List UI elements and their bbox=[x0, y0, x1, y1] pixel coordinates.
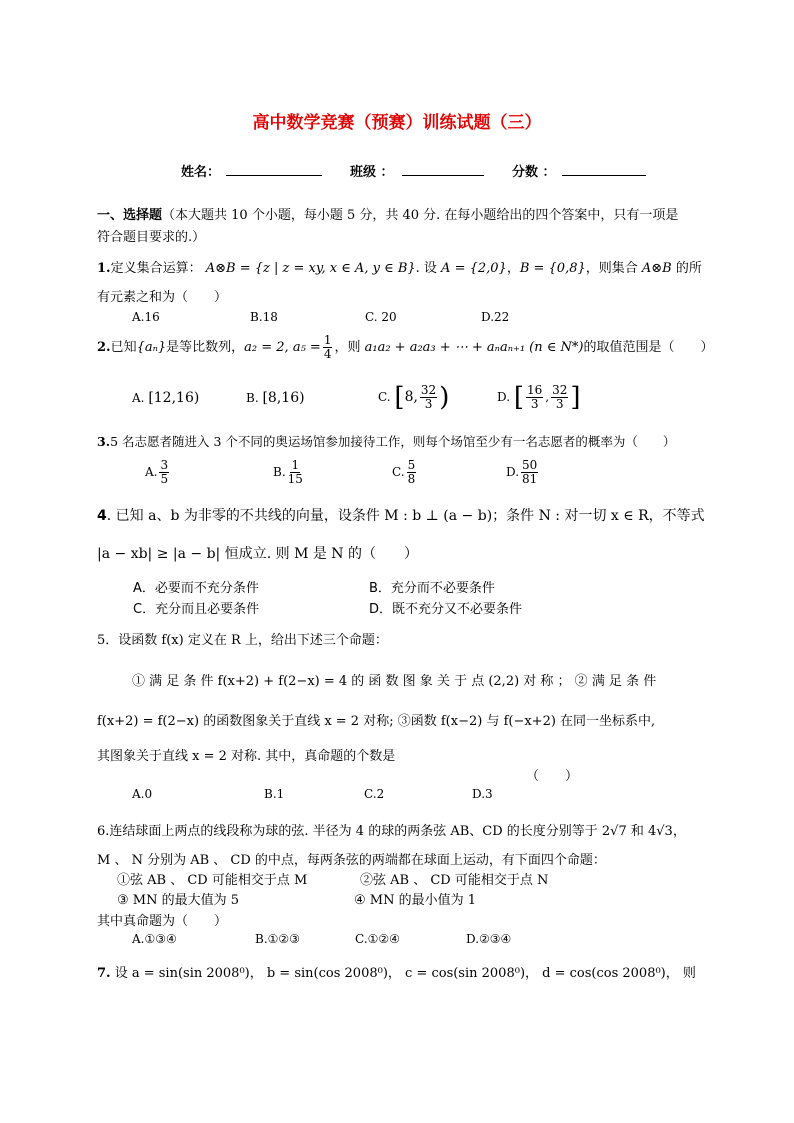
q1-option-d[interactable]: D.22 bbox=[481, 310, 510, 324]
q1-text: ， bbox=[506, 261, 520, 276]
q1-option-a[interactable]: A.16 bbox=[132, 310, 160, 324]
q1-text: . 设 bbox=[415, 261, 442, 276]
paren-right-icon: ) bbox=[439, 382, 450, 413]
q6-line5: 其中真命题为（ ） bbox=[97, 914, 228, 929]
q2-frac-num: 1 bbox=[323, 333, 332, 347]
q4-option-c[interactable]: C．充分而且必要条件 bbox=[133, 602, 260, 617]
q2-frac-den: 4 bbox=[323, 347, 332, 361]
q5-option-c[interactable]: C.2 bbox=[364, 787, 385, 801]
q5-line3: f(x+2) = f(2−x) 的函数图象关于直线 x = 2 对称; ③函数 f(x−2) 与 f(−x+2) 在同一坐标系中, bbox=[97, 714, 656, 729]
q3-line1 bbox=[97, 432, 675, 450]
q4-option-d[interactable]: D．既不充分又不必要条件 bbox=[369, 602, 523, 617]
q2-c-den: 3 bbox=[424, 397, 433, 411]
q1-number: 1. bbox=[97, 261, 111, 276]
q7-text: 设 a = sin(sin 2008⁰)， b = sin(cos 2008⁰)， c = cos(sin 2008⁰)， d = cos(cos 2008⁰)， 则 bbox=[110, 966, 696, 981]
q2-c-label: C. bbox=[378, 390, 391, 404]
q3-d-frac bbox=[521, 459, 538, 486]
q2-b-value: [8,16) bbox=[262, 390, 305, 406]
q5-option-b[interactable]: B.1 bbox=[264, 787, 285, 801]
q3-b-den: 15 bbox=[287, 472, 303, 486]
q4-option-b[interactable]: B．充分而不必要条件 bbox=[369, 581, 495, 596]
q3-number: 3. bbox=[97, 434, 111, 449]
q3-c-num: 5 bbox=[407, 458, 416, 472]
q1-set-b: B = {0,8} bbox=[519, 261, 586, 276]
q2-d-frac1 bbox=[526, 384, 543, 411]
q2-c-left: 8, bbox=[404, 389, 418, 405]
q2-number: 2. bbox=[97, 340, 111, 355]
name-blank[interactable] bbox=[226, 161, 322, 176]
q3-c-label: C. bbox=[392, 465, 405, 479]
q3-b-label: B. bbox=[273, 465, 286, 479]
q6-prop-2: ②弦 AB 、 CD 可能相交于点 N bbox=[360, 873, 549, 888]
q3-option-c[interactable] bbox=[392, 452, 418, 492]
q2-d-num1: 16 bbox=[527, 383, 543, 397]
q3-c-den: 8 bbox=[407, 472, 416, 486]
q3-option-b[interactable] bbox=[273, 452, 305, 492]
q6-prop-4: ④ MN 的最小值为 1 bbox=[354, 893, 477, 908]
q5-answer-paren: （ ） bbox=[526, 769, 579, 784]
q4-option-a[interactable]: A．必要而不充分条件 bbox=[133, 581, 259, 596]
q5-option-d[interactable]: D.3 bbox=[472, 787, 493, 801]
q3-text: 5 名志愿者随进入 3 个不同的奥运场馆参加接待工作，则每个场馆至少有一名志愿者的概率为（ ） bbox=[110, 434, 676, 449]
q6-prop-3: ③ MN 的最大值为 5 bbox=[117, 893, 240, 908]
bracket-right-icon: ] bbox=[570, 382, 581, 413]
section-intro bbox=[97, 204, 678, 223]
q2-frac bbox=[323, 334, 333, 361]
q1-line2: 有元素之和为（ ） bbox=[97, 290, 228, 305]
q4-text: . 已知 a、b 为非零的不共线的向量，设条件 M : b ⊥ (a − b)；条件 N : 对一切 x ∈ R，不等式 bbox=[106, 508, 705, 524]
q2-a-value: [12,16) bbox=[148, 390, 200, 406]
q2-sum: a₁a₂ + a₂a₃ + ⋯ + aₙaₙ₊₁ (n ∈ N*) bbox=[364, 340, 584, 355]
q3-option-a[interactable] bbox=[145, 452, 171, 492]
q7-line1 bbox=[97, 962, 696, 981]
bracket-left-icon: [ bbox=[513, 382, 524, 413]
q3-d-num: 50 bbox=[522, 458, 538, 472]
q3-c-frac bbox=[407, 459, 417, 486]
q1-line1 bbox=[97, 257, 702, 276]
q2-d-comma: , bbox=[545, 390, 550, 404]
q2-c-num: 32 bbox=[420, 383, 437, 397]
q6-option-b[interactable]: B.①②③ bbox=[255, 932, 300, 946]
q6-line1: 6.连结球面上两点的线段称为球的弦. 半径为 4 的球的两条弦 AB、CD 的长度分别等于 2√7 和 4√3， bbox=[97, 824, 686, 839]
q2-c-frac bbox=[420, 384, 437, 411]
q6-prop-1: ①弦 AB 、 CD 可能相交于点 M bbox=[117, 873, 308, 888]
q2-text: 已知 bbox=[110, 340, 137, 355]
q2-cond: a₂ = 2, a₅ = bbox=[244, 340, 321, 355]
q2-a-label: A. bbox=[132, 391, 145, 405]
q3-b-num: 1 bbox=[291, 458, 300, 472]
q2-d-frac2 bbox=[551, 384, 568, 411]
q3-option-d[interactable] bbox=[506, 452, 540, 492]
q2-b-label: B. bbox=[246, 391, 259, 405]
q2-option-a[interactable] bbox=[132, 390, 199, 406]
q4-line2: |a − xb| ≥ |a − b| 恒成立. 则 M 是 N 的（ ） bbox=[97, 546, 419, 562]
q2-d-label: D. bbox=[497, 390, 511, 404]
score-label: 分数 ： bbox=[512, 165, 556, 180]
q5-option-a[interactable]: A.0 bbox=[132, 787, 153, 801]
q2-seq: {aₙ} bbox=[136, 340, 167, 355]
q5-line4: 其图象关于直线 x = 2 对称. 其中，真命题的个数是 bbox=[97, 749, 396, 764]
q1-text: 的所 bbox=[671, 261, 702, 276]
q3-a-den: 5 bbox=[160, 472, 169, 486]
q6-option-d[interactable]: D.②③④ bbox=[466, 932, 512, 946]
q2-option-d[interactable] bbox=[497, 378, 581, 416]
q7-number: 7. bbox=[97, 966, 111, 981]
q1-option-b[interactable]: B.18 bbox=[250, 310, 278, 324]
class-blank[interactable] bbox=[402, 161, 484, 176]
q1-text: ，则集合 bbox=[585, 261, 642, 276]
section-header: 一、选择题 bbox=[97, 208, 163, 223]
q1-op: A⊗B bbox=[641, 261, 672, 276]
q2-d-num2: 32 bbox=[552, 383, 568, 397]
q1-option-c[interactable]: C. 20 bbox=[365, 310, 397, 324]
q2-option-c[interactable] bbox=[378, 378, 449, 416]
q3-a-label: A. bbox=[145, 465, 158, 479]
q2-line1 bbox=[97, 334, 713, 361]
score-blank[interactable] bbox=[562, 161, 646, 176]
page-title: 高中数学竞赛（预赛）训练试题（三） bbox=[252, 113, 542, 133]
q5-line2: ① 满 足 条 件 f(x+2) + f(2−x) = 4 的 函 数 图 象 关 于 点 (2,2) 对 称 ； ② 满 足 条 件 bbox=[132, 674, 657, 689]
q2-d-den2: 3 bbox=[555, 397, 564, 411]
section-desc-1: （本大题共 10 个小题，每小题 5 分，共 40 分. 在每小题给出的四个答案中，只有一项是 bbox=[162, 208, 679, 223]
q2-d-den1: 3 bbox=[530, 397, 539, 411]
q1-formula: A⊗B = {z | z = xy, x ∈ A, y ∈ B} bbox=[205, 261, 416, 276]
q3-a-num: 3 bbox=[160, 458, 169, 472]
q6-line2: M 、 N 分别为 AB 、 CD 的中点，每两条弦的两端都在球面上运动，有下面四个命题： bbox=[97, 853, 606, 868]
class-label: 班级 ： bbox=[350, 165, 394, 180]
q1-set-a: A = {2,0} bbox=[441, 261, 507, 276]
bracket-left-icon: [ bbox=[394, 382, 405, 413]
q4-number: 4 bbox=[97, 508, 107, 524]
q2-text: ，则 bbox=[334, 340, 365, 355]
q2-text: 是等比数列， bbox=[166, 340, 245, 355]
q2-option-b[interactable] bbox=[246, 390, 305, 406]
q3-d-label: D. bbox=[506, 465, 520, 479]
q5-line1: 5．设函数 f(x) 定义在 R 上，给出下述三个命题： bbox=[97, 633, 388, 648]
q6-option-c[interactable]: C.①②④ bbox=[355, 932, 400, 946]
q4-line1 bbox=[97, 505, 705, 525]
q3-a-frac bbox=[159, 459, 169, 486]
q3-b-frac bbox=[288, 459, 303, 486]
name-label: 姓名： bbox=[181, 165, 221, 180]
section-desc-2: 符合题目要求的.） bbox=[97, 230, 206, 245]
q6-option-a[interactable]: A.①③④ bbox=[132, 932, 177, 946]
q1-text: 定义集合运算： bbox=[110, 261, 202, 276]
q2-text: 的取值范围是（ ） bbox=[583, 340, 714, 355]
q3-d-den: 81 bbox=[522, 472, 538, 486]
